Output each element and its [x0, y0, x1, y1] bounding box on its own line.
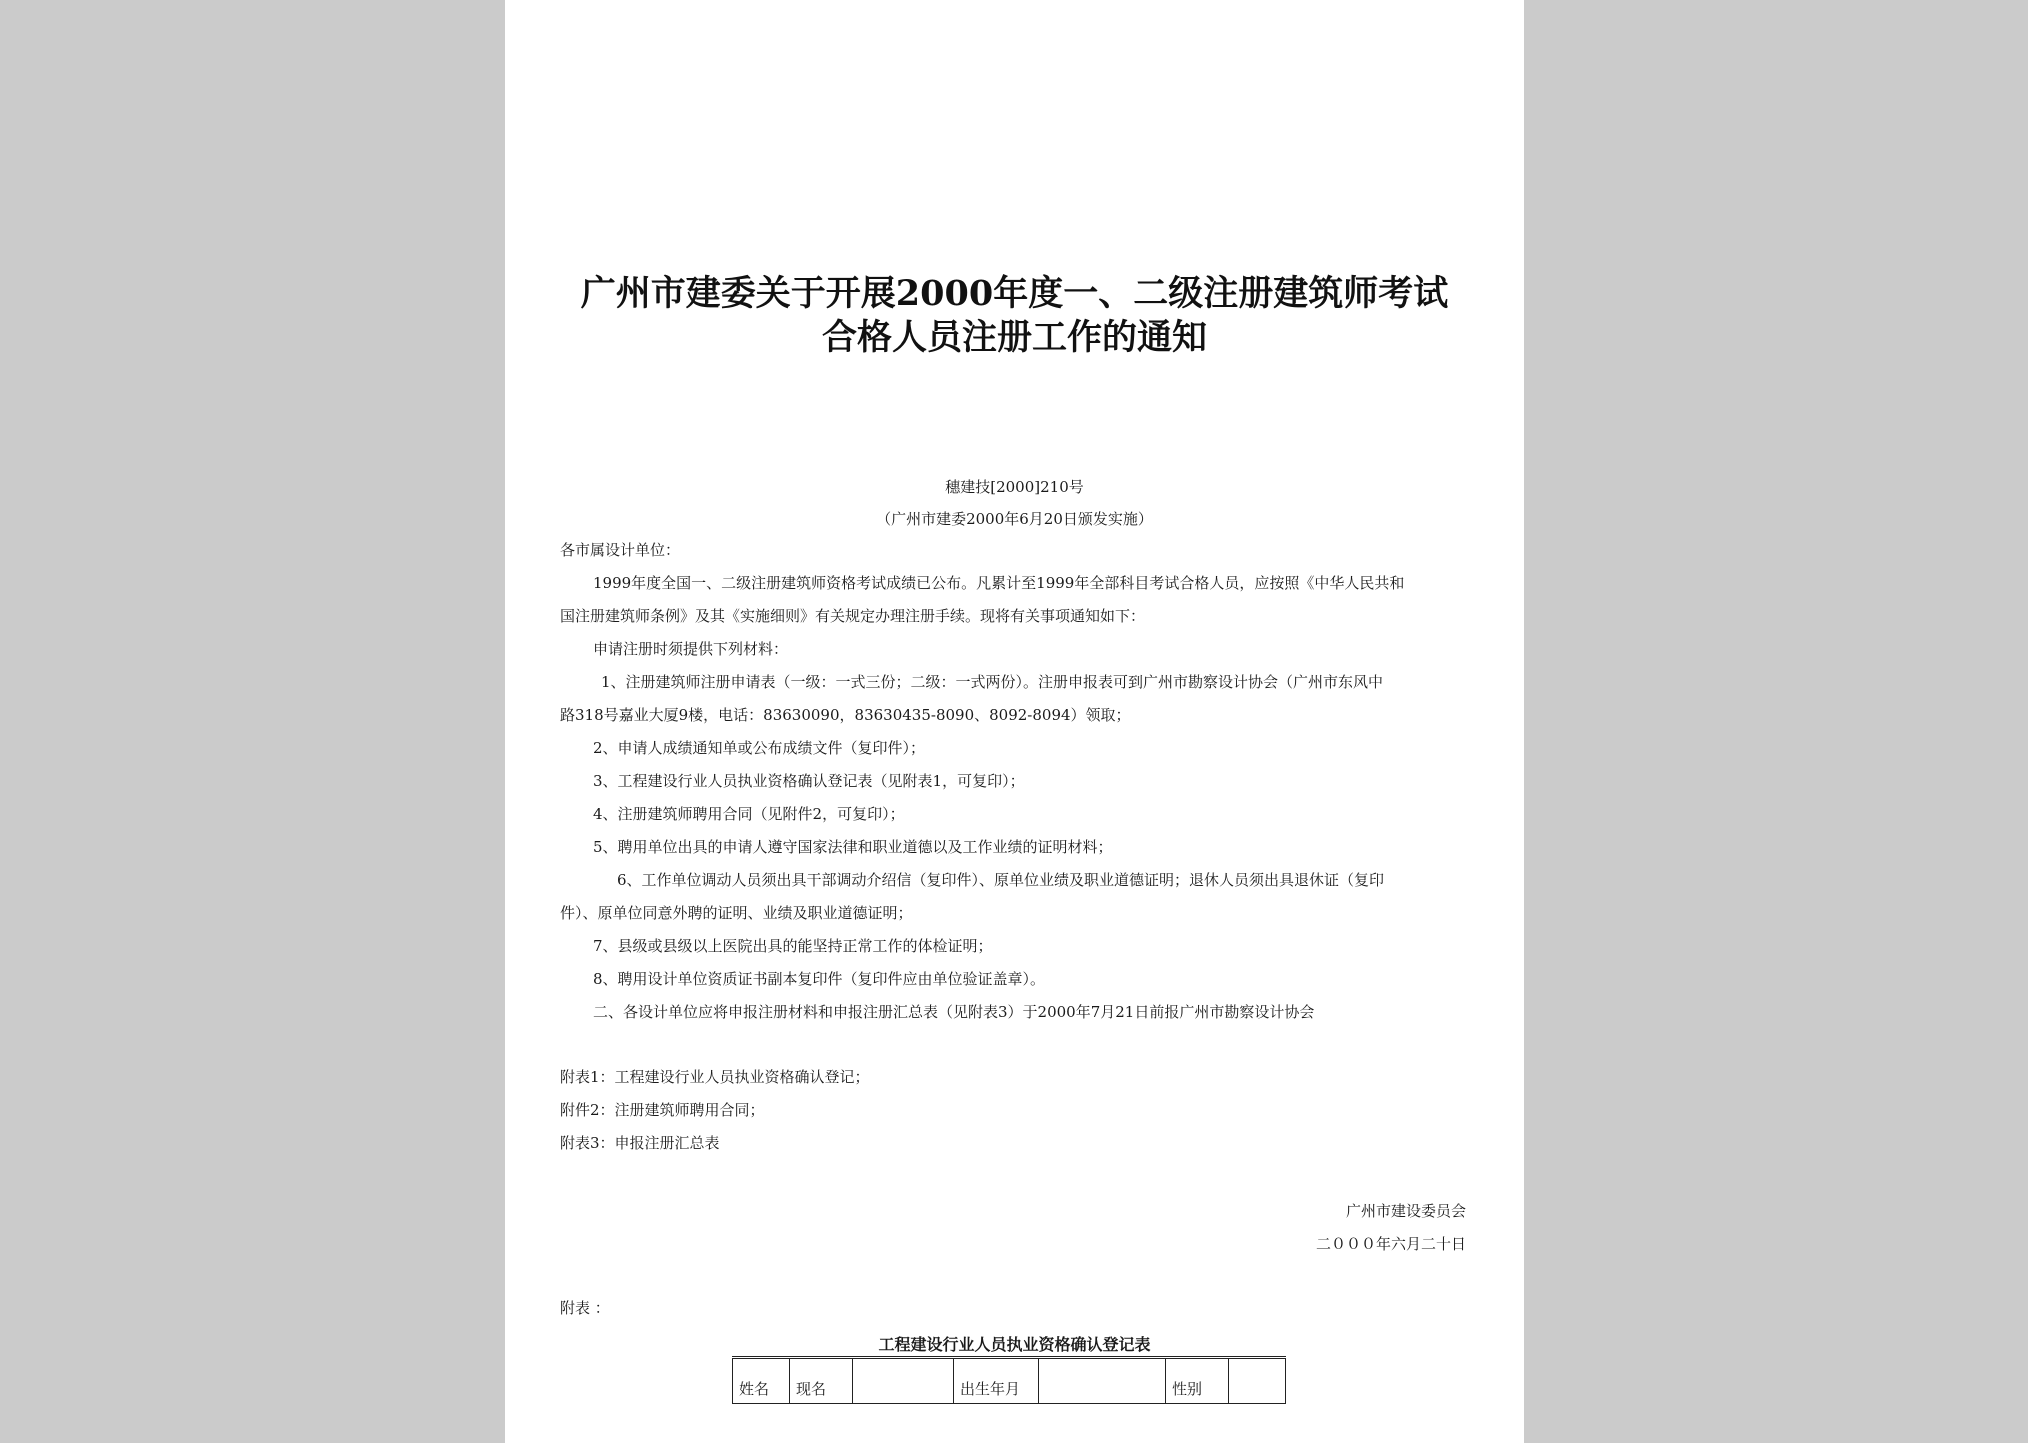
- body-line: 二、各设计单位应将申报注册材料和申报注册汇总表（见附表3）于2000年7月21日前报广州市勘察设计协会: [593, 1003, 1315, 1021]
- registration-form-table: [732, 1356, 1286, 1404]
- form-title: 工程建设行业人员执业资格确认登记表: [878, 1335, 1151, 1354]
- body-line: 3、工程建设行业人员执业资格确认登记表（见附表1，可复印）；: [593, 772, 1025, 790]
- signature-date: 二０００年六月二十日: [1315, 1235, 1466, 1253]
- document-title-line-1: 广州市建委关于开展2000年度一、二级注册建筑师考试: [580, 273, 1449, 314]
- table-cell: 出生年月: [954, 1358, 1039, 1404]
- body-line: 申请注册时须提供下列材料：: [593, 640, 789, 658]
- attachment-item: 附表3：申报注册汇总表: [560, 1134, 720, 1152]
- body-line: 8、聘用设计单位资质证书副本复印件（复印件应由单位验证盖章）。: [593, 970, 1046, 988]
- document-title-line-2: 合格人员注册工作的通知: [821, 317, 1207, 358]
- body-line: 6、工作单位调动人员须出具干部调动介绍信（复印件）、原单位业绩及职业道德证明；退休人员须出具退休证（复印: [617, 871, 1385, 889]
- body-line: 7、县级或县级以上医院出具的能坚持正常工作的体检证明；: [593, 937, 993, 955]
- table-row: [733, 1358, 1286, 1404]
- body-line: 件）、原单位同意外聘的证明、业绩及职业道德证明；: [560, 904, 913, 922]
- body-line: 1、注册建筑师注册申请表（一级：一式三份；二级：一式两份）。注册申报表可到广州市勘察设计协会（广州市东风中: [601, 673, 1384, 691]
- signature-org: 广州市建设委员会: [1345, 1202, 1466, 1220]
- appendix-label: 附表 ：: [560, 1299, 610, 1317]
- document-page: [505, 0, 1524, 1443]
- table-cell: [1039, 1358, 1166, 1404]
- issued-note: （广州市建委2000年6月20日颁发实施）: [876, 510, 1153, 528]
- body-line: 4、注册建筑师聘用合同（见附件2，可复印）；: [593, 805, 905, 823]
- table-cell: [1229, 1358, 1286, 1404]
- salutation: 各市属设计单位：: [560, 541, 681, 559]
- table-cell: [853, 1358, 954, 1404]
- attachment-item: 附件2：注册建筑师聘用合同；: [560, 1101, 765, 1119]
- body-line: 国注册建筑师条例》及其《实施细则》有关规定办理注册手续。现将有关事项通知如下：: [560, 607, 1146, 625]
- body-line: 5、聘用单位出具的申请人遵守国家法律和职业道德以及工作业绩的证明材料；: [593, 838, 1113, 856]
- table-cell: 性别: [1166, 1358, 1229, 1404]
- attachment-item: 附表1：工程建设行业人员执业资格确认登记；: [560, 1068, 870, 1086]
- body-line: 1999年度全国一、二级注册建筑师资格考试成绩已公布。凡累计至1999年全部科目考试合格人员，应按照《中华人民共和: [593, 574, 1405, 592]
- table-cell: 姓名: [733, 1358, 790, 1404]
- body-line: 路318号嘉业大厦9楼，电话：83630090，83630435-8090、8092-8094）领取；: [560, 706, 1131, 724]
- table-cell: 现名: [790, 1358, 853, 1404]
- body-line: 2、申请人成绩通知单或公布成绩文件（复印件）；: [593, 739, 926, 757]
- document-number: 穗建技[2000]210号: [945, 478, 1084, 496]
